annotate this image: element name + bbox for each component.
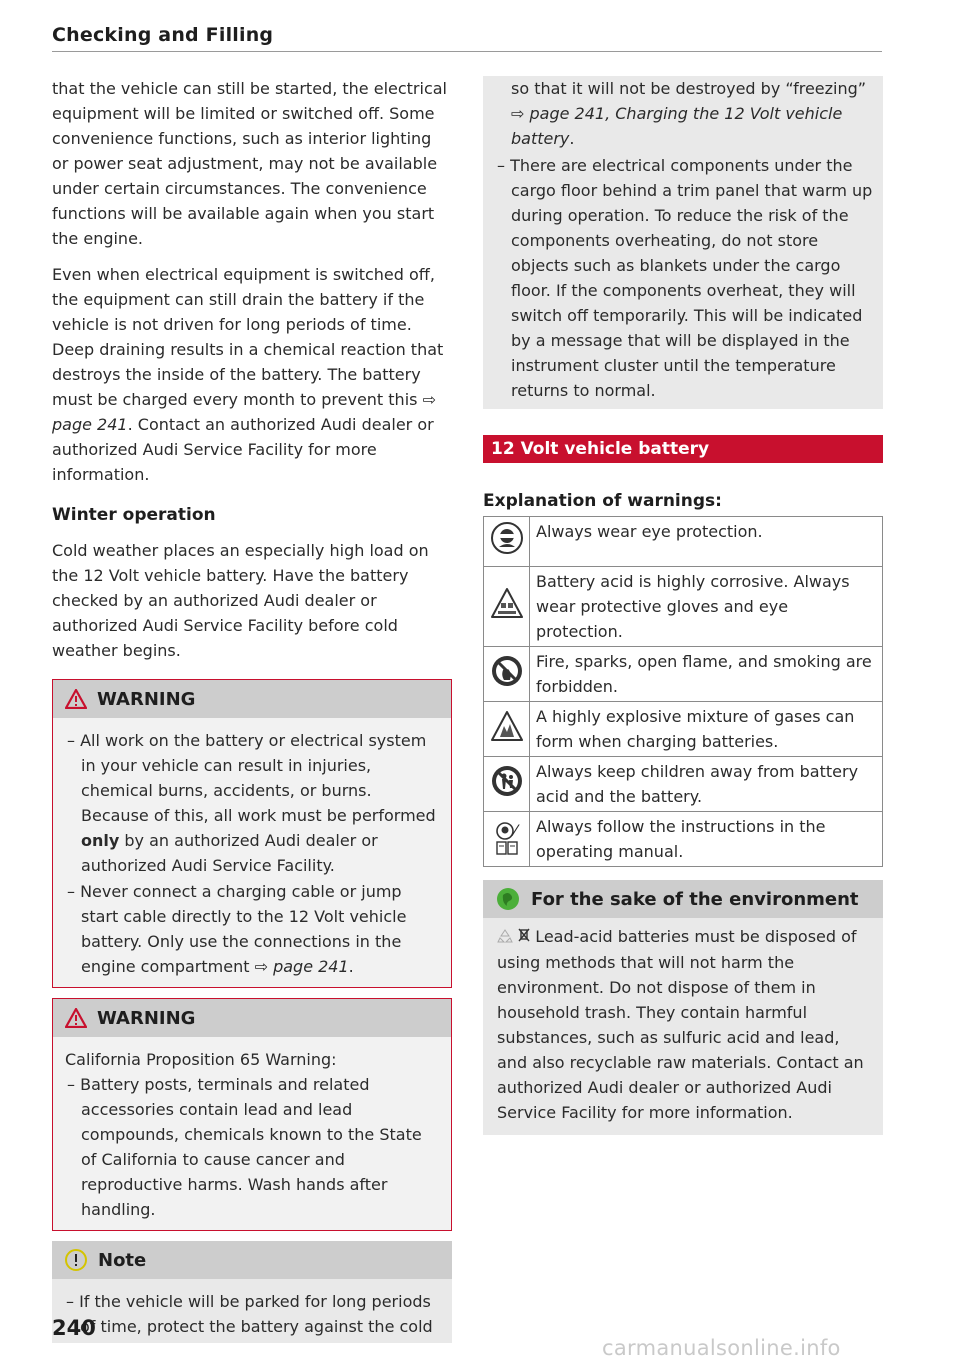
environment-globe-icon bbox=[495, 886, 521, 912]
warning-symbols-table bbox=[483, 516, 883, 867]
emphasis-text: only bbox=[81, 831, 120, 850]
warning-triangle-icon bbox=[65, 689, 87, 709]
environment-title: For the sake of the environment bbox=[531, 888, 859, 910]
table-row bbox=[484, 647, 883, 702]
separator-slash: ⁄ bbox=[514, 821, 517, 840]
table-cell-icon bbox=[484, 567, 530, 647]
table-row bbox=[484, 757, 883, 812]
warning-intro: California Proposition 65 Warning: bbox=[65, 1050, 337, 1069]
table-row bbox=[484, 517, 883, 567]
table-cell-icon bbox=[484, 757, 530, 812]
table-row bbox=[484, 702, 883, 757]
list-item: – There are electrical components under the cargo floor behind a trim panel that warm up during operation. To reduce the risk of the components overheating, do not store objects such as blankets under the cargo floor. If the components overheat, they will switch off temporarily. This will be indicated by a message that will be displayed in the instrument cluster until the temperature returns to normal. bbox=[497, 156, 873, 400]
eye-protection-icon bbox=[490, 521, 524, 555]
table-cell-text: Always wear eye protection. bbox=[530, 517, 883, 567]
list-item bbox=[65, 728, 441, 878]
note-title: Note bbox=[98, 1249, 147, 1271]
table-cell-icon bbox=[484, 517, 530, 567]
warning-body bbox=[53, 718, 451, 987]
warning-header bbox=[53, 999, 451, 1037]
watermark: carmanualsonline.info bbox=[602, 1336, 841, 1360]
environment-body bbox=[483, 918, 883, 1135]
explanation-heading: Explanation of warnings: bbox=[483, 491, 722, 511]
table-cell-text: Always keep children away from battery acid and the battery. bbox=[530, 757, 883, 812]
warning-title: WARNING bbox=[97, 1007, 196, 1029]
paragraph bbox=[52, 262, 452, 487]
explosive-icon bbox=[490, 710, 524, 742]
table-cell-text: Battery acid is highly corrosive. Always wear protective gloves and eye protection. bbox=[530, 567, 883, 647]
note-box bbox=[52, 1241, 452, 1343]
page-header-title: Checking and Filling bbox=[52, 24, 274, 46]
list-item-text: . bbox=[348, 957, 354, 976]
table-cell-icon bbox=[484, 647, 530, 702]
table-row bbox=[484, 812, 883, 867]
list-item: – If the vehicle will be parked for long periods of time, protect the battery against the cold bbox=[66, 1292, 433, 1336]
page-reference-link[interactable]: ⇨ page 241, Charging the 12 Volt vehicle battery bbox=[511, 104, 843, 148]
warning-triangle-icon bbox=[65, 1008, 87, 1028]
paragraph-text: Even when electrical equipment is switched off, the equipment can still drain the battery if the vehicle is not driven for long periods of time. Deep draining results in a chemical reaction that destroys the inside of the battery. The battery must be charged every month to prevent this bbox=[52, 265, 444, 409]
corrosive-icon bbox=[490, 587, 524, 619]
page-reference-link[interactable]: ⇨ page 241 bbox=[254, 957, 349, 976]
follow-manual-icon bbox=[496, 840, 518, 856]
header-divider bbox=[52, 51, 882, 52]
paragraph-text: . Contact an authorized Audi dealer or authorized Audi Service Facility for more information. bbox=[52, 415, 434, 484]
left-column bbox=[52, 76, 452, 1343]
note-exclamation-icon bbox=[64, 1248, 88, 1272]
environment-text bbox=[497, 924, 873, 1125]
warning-box-prop65 bbox=[52, 998, 452, 1231]
table-cell-text: A highly explosive mixture of gases can form when charging batteries. bbox=[530, 702, 883, 757]
list-item-text: . bbox=[569, 129, 575, 148]
note-body-continued bbox=[483, 76, 883, 409]
list-item-text: – Never connect a charging cable or jump start cable directly to the 12 Volt vehicle battery. Only use the connections in the engine compartment bbox=[67, 882, 407, 976]
list-item-text: by an authorized Audi dealer or authorized Audi Service Facility. bbox=[81, 831, 378, 875]
warning-box bbox=[52, 679, 452, 988]
page-number: 240 bbox=[52, 1316, 96, 1340]
table-cell-icon bbox=[484, 702, 530, 757]
keep-children-away-icon bbox=[490, 764, 524, 798]
recycle-icon bbox=[497, 925, 513, 950]
environment-header bbox=[483, 880, 883, 918]
section-title-bar: 12 Volt vehicle battery bbox=[483, 435, 883, 463]
warning-body bbox=[53, 1037, 451, 1230]
environment-paragraph: Lead-acid batteries must be disposed of using methods that will not harm the environment. Do not dispose of them in household trash. They contain harmful substances, such as sulfuric acid and lead, and also recyclable raw materials. Contact an authorized Audi dealer or authorized Audi Service Facility for more information. bbox=[497, 927, 864, 1122]
table-cell-text: Fire, sparks, open flame, and smoking are forbidden. bbox=[530, 647, 883, 702]
list-item-text: – All work on the battery or electrical system in your vehicle can result in injuries, chemical burns, accidents, or burns. Because of this, all work must be performed bbox=[67, 731, 436, 825]
note-header bbox=[52, 1241, 452, 1279]
note-body bbox=[52, 1279, 452, 1343]
crossed-bin-icon bbox=[518, 925, 530, 950]
page-reference-link[interactable]: ⇨ page 241 bbox=[52, 390, 436, 434]
list-item bbox=[65, 879, 441, 979]
paragraph: that the vehicle can still be started, the electrical equipment will be limited or switched off. Some convenience functions, such as interior lighting or power seat adjustment, may not be available under certain circumstances. The convenience functions will be available again when you start the engine. bbox=[52, 79, 447, 248]
note-box-continued bbox=[483, 76, 883, 409]
list-item: – Battery posts, terminals and related accessories contain lead and lead compounds, chemicals known to the State of California to cause cancer and reproductive harms. Wash hands after handling. bbox=[67, 1075, 422, 1219]
section-heading-winter: Winter operation bbox=[52, 505, 216, 525]
paragraph: Cold weather places an especially high load on the 12 Volt vehicle battery. Have the battery checked by an authorized Audi dealer or authorized Audi Service Facility before cold weather begins. bbox=[52, 541, 429, 660]
right-column bbox=[483, 76, 883, 1135]
no-fire-icon bbox=[490, 654, 524, 688]
table-row bbox=[484, 567, 883, 647]
eye-protection-small-icon bbox=[496, 822, 514, 840]
warning-title: WARNING bbox=[97, 688, 196, 710]
table-cell-icon bbox=[484, 812, 530, 867]
warning-header bbox=[53, 680, 451, 718]
environment-box bbox=[483, 880, 883, 1135]
list-item-continued bbox=[495, 76, 873, 151]
list-item-text: so that it will not be destroyed by “freezing” bbox=[511, 79, 867, 98]
table-cell-text: Always follow the instructions in the operating manual. bbox=[530, 812, 883, 867]
